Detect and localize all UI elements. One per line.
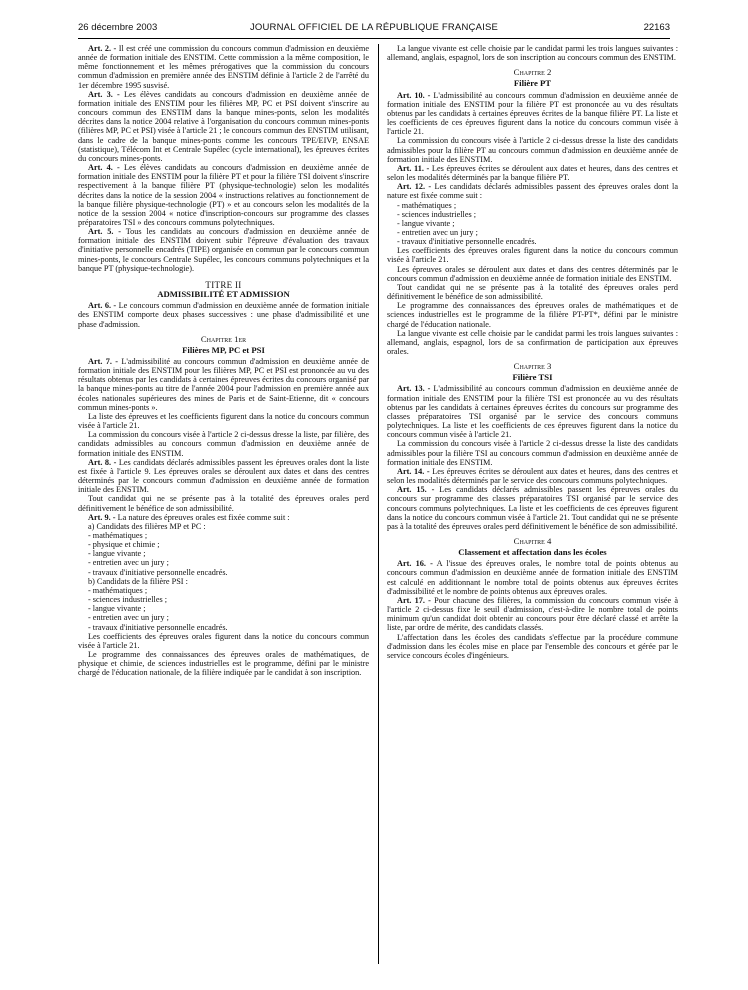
- article-7-para-3: La commission du concours visée à l'article 2 ci-dessus dresse la liste, par filière, des candidats admissibles au concours commun d'admission en deuxième année de formation initiale des ENSTIM.: [78, 430, 369, 458]
- article-12: Art. 12. - Les candidats déclarés admissibles passent des épreuves orales dont la nature est fixée comme suit :: [387, 182, 678, 201]
- titre-heading: TITRE II: [205, 279, 242, 290]
- left-column: [78, 44, 369, 677]
- list-item: - travaux d'initiative personnelle encadrés.: [88, 622, 228, 632]
- article-12-para-6: La langue vivante est celle choisie par le candidat parmi les trois langues suivantes : allemand, anglais, espagnol, lors de sa confirmation de participation aux épreuves orales.: [387, 328, 678, 356]
- list-item: - entretien avec un jury ;: [88, 613, 169, 623]
- list-item: - mathématiques ;: [88, 585, 148, 595]
- article-8: Art. 8. - Les candidats déclarés admissibles passent les épreuves orales dont la liste est fixée à l'article 9. Les épreuves orales se déroulent aux dates et dans des centres déterminés par le concours commun d'admission en deuxième année de formation initiale des ENSTIM.: [78, 457, 369, 495]
- article-12-list: [387, 201, 678, 247]
- article-9-para-3: Le programme des connaissances des épreuves orales de mathématiques, de physique et chimie, de sciences industrielles est le programme, défini par le ministre chargé de l'éducation nationale, de la filière indiquée par le candidat à son inscription.: [78, 650, 369, 678]
- list-item: - sciences industrielles ;: [88, 595, 168, 605]
- list-item: - physique et chimie ;: [88, 540, 160, 550]
- list-item: - mathématiques ;: [88, 530, 148, 540]
- right-intro: La langue vivante est celle choisie par le candidat parmi les trois langues suivantes : allemand, anglais, espagnol, lors de son inscription au concours commun des ENSTIM.: [387, 44, 678, 63]
- article-10-para-2: La commission du concours visée à l'article 2 ci-dessus dresse la liste des candidats admissibles pour la filière PT au concours commun d'admission en deuxième année de formation initiale des ENSTIM.: [387, 136, 678, 164]
- chapter-2-subheading: Filière PT: [513, 78, 552, 89]
- list-item: - entretien avec un jury ;: [88, 558, 169, 568]
- issue-date: 26 décembre 2003: [78, 22, 158, 33]
- chapter-3-heading: Chapitre 3: [513, 361, 552, 372]
- list-item: - entretien avec un jury ;: [397, 227, 478, 237]
- chapter-4-heading: Chapitre 4: [513, 535, 552, 546]
- article-9-b-list: [78, 586, 369, 632]
- article-6: Art. 6. - Le concours commun d'admission en deuxième année de formation initiale des ENSTIM comporte deux phases successives : une phase d'admissibilité et une phase d'admission.: [78, 301, 369, 329]
- article-11: Art. 11. - Les épreuves écrites se déroulent aux dates et heures, dans des centres et selon les modalités déterminés par la banque filière PT.: [387, 163, 678, 183]
- article-17: Art. 17. - Pour chacune des filières, la commission du concours commun visée à l'article 2 ci-dessus fixe le seuil d'admission, c'est-à-dire le nombre total de points minimum qu'un candidat doit obtenir au concours pour être déclaré classé et arrête la liste, par ordre de mérite, des candidats classés.: [387, 595, 678, 633]
- article-3: Art. 3. - Les élèves candidats au concours d'admission en deuxième année de formation initiale des ENSTIM pour les filières MP, PC et PSI doivent s'inscrire au concours commun des ENSTIM dans la banque mines-ponts, selon les modalités décrites dans la notice 2004 relative à l'organisation du concours commun mines-ponts (filières MP, PC et PSI) visée à l'article 21 ; le concours commun des ENSTIM utilisant, dans le cadre de la banque mines-ponts comme les concours TPE/EIVP, ENSAE (statistique), Télécom Int et Centrale Supélec (cycle international), les épreuves écrites du concours mines-ponts.: [78, 89, 369, 163]
- article-9-a: a) Candidats des filières MP et PC :: [88, 521, 206, 531]
- article-9: Art. 9. - La nature des épreuves orales est fixée comme suit :: [88, 512, 290, 522]
- journal-title: JOURNAL OFFICIEL DE LA RÉPUBLIQUE FRANÇAISE: [249, 22, 499, 33]
- article-4: Art. 4. - Les élèves candidats au concours d'admission en deuxième année de formation initiale des ENSTIM pour la filière PT et pour la filière TSI doivent s'inscrire respectivement à la banque filière PT (physique-technologie) selon les modalités décrites dans la notice de la session 2004 « instructions relatives au fonctionnement de la banque filière physique-technologie (PT) » et au concours selon les modalités de la notice de la session 2004 « notice d'inscription-concours sur programme des classes préparatoires TSI » des concours communs polytechniques.: [78, 163, 369, 227]
- article-5: Art. 5. - Tous les candidats au concours d'admission en deuxième année de formation initiale des ENSTIM doivent subir l'épreuve d'évaluation des travaux d'initiative personnelle encadrés (TIPE) organisée en commun par le concours commun mines-ponts, le concours Centrale Supélec, les concours communs polytechniques et la banque PT (physique-technologie).: [78, 227, 369, 273]
- chapter-1-subheading: Filières MP, PC et PSI: [182, 344, 265, 355]
- article-12-para-2: Les coefficients des épreuves orales figurent dans la notice du concours commun visée à l'article 21.: [387, 246, 678, 265]
- article-17-para-2: L'affectation dans les écoles des candidats s'effectue par la procédure commune d'admission dans les écoles mise en place par l'ensemble des concours et gérée par le service concours écoles d'ingénieurs.: [387, 632, 678, 660]
- list-item: - travaux d'initiative personnelle encadrés.: [397, 237, 537, 247]
- list-item: - mathématiques ;: [397, 200, 457, 210]
- list-item: - langue vivante ;: [88, 549, 146, 559]
- article-12-para-3: Les épreuves orales se déroulent aux dates et dans des centres déterminés par le concours commun d'admission en deuxième année de formation initiale des ENSTIM.: [387, 264, 678, 283]
- page-header: [78, 22, 670, 36]
- article-8-para-2: Tout candidat qui ne se présente pas à la totalité des épreuves orales perd définitivement le bénéfice de son admissibilité.: [78, 494, 369, 513]
- article-9-para-2: Les coefficients des épreuves orales figurent dans la notice du concours commun visée à l'article 21.: [78, 631, 369, 650]
- list-item: - sciences industrielles ;: [397, 209, 477, 219]
- chapter-2-heading: Chapitre 2: [513, 67, 552, 78]
- article-13-para-2: La commission du concours visée à l'article 2 ci-dessus dresse la liste des candidats admissibles pour la filière TSI au concours commun d'admission en deuxième année de formation initiale des ENSTIM.: [387, 439, 678, 467]
- article-9-a-list: [78, 531, 369, 577]
- article-9-b: b) Candidats de la filière PSI :: [88, 576, 188, 586]
- article-15: Art. 15. - Les candidats déclarés admissibles passent les épreuves orales du concours sur programme des classes préparatoires TSI organisé par le service des concours communs polytechniques. La liste et les coefficients de ces épreuves figurent dans la notice du concours commun visée à l'article 21. Tout candidat qui ne se présente pas à la totalité des épreuves orales perd définitivement le bénéfice de son admissibilité.: [387, 485, 678, 531]
- article-13: Art. 13. - L'admissibilité au concours commun d'admission en deuxième année de formation initiale des ENSTIM pour la filière TSI est prononcée au vu des résultats obtenus par les candidats à certaines épreuves écrites du concours sur programme des classes préparatoires TSI organisé par le service des concours communs polytechniques. La liste et les coefficients de ces épreuves figurent dans la notice du concours commun visée à l'article 21.: [387, 384, 678, 440]
- chapter-1-heading: Chapitre 1er: [200, 333, 247, 344]
- article-16: Art. 16. - A l'issue des épreuves orales, le nombre total de points obtenus au concours commun d'admission en deuxième année de formation initiale des ENSTIM est calculé en additionnant le nombre total de points obtenus aux épreuves écrites d'admissibilité et le nombre de points obtenus aux épreuves orales.: [387, 559, 678, 596]
- chapter-3-subheading: Filière TSI: [512, 372, 553, 383]
- article-10: Art. 10. - L'admissibilité au concours commun d'admission en deuxième année de formation initiale des ENSTIM pour la filière PT est prononcée au vu des résultats obtenus par les candidats à certaines épreuves écrites de la banque filière PT. La liste et les coefficients de ces épreuves figurent dans la notice du concours commun visée à l'article 21.: [387, 90, 678, 137]
- header-rule: [78, 38, 670, 39]
- right-column: [387, 44, 678, 660]
- page-number: 22163: [643, 22, 670, 33]
- article-14: Art. 14. - Les épreuves écrites se déroulent aux dates et heures, dans des centres et selon les modalités déterminés par le service des concours communs polytechniques.: [387, 466, 678, 486]
- list-item: - langue vivante ;: [88, 604, 146, 614]
- chapter-4-subheading: Classement et affectation dans les écoles: [458, 547, 607, 558]
- list-item: - langue vivante ;: [397, 218, 455, 228]
- article-12-para-5: Le programme des connaissances des épreuves orales de mathématiques et de sciences industrielles est le programme de la filière PT-PT*, défini par le ministre chargé de l'éducation nationale.: [387, 301, 678, 329]
- article-2: Art. 2. - Il est créé une commission du concours commun d'admission en deuxième année de formation initiale des ENSTIM. Cette commission a la même composition, le même fonctionnement et les mêmes prérogatives que la commission du concours commun d'admission en première année des ENSTIM définie à l'article 2 de l'arrêté du 1er décembre 1995 susvisé.: [78, 44, 369, 90]
- article-7: Art. 7. - L'admissibilité au concours commun d'admission en deuxième année de formation initiale des ENSTIM pour les filières MP, PC et PSI est prononcée au vu des résultats obtenus par les candidats à certaines épreuves écrites du concours organisé par la banque mines-ponts au titre de l'année 2004 pour l'admission en première année aux écoles nationales supérieures des mines de Paris et de Saint-Etienne, dit « concours commun mines-ponts ».: [78, 357, 369, 412]
- list-item: - travaux d'initiative personnelle encadrés.: [88, 567, 228, 577]
- article-7-para-2: La liste des épreuves et les coefficients figurent dans la notice du concours commun visée à l'article 21.: [78, 411, 369, 431]
- titre-subheading: ADMISSIBILITÉ ET ADMISSION: [157, 289, 290, 300]
- article-12-para-4: Tout candidat qui ne se présente pas à la totalité des épreuves orales perd définitivement le bénéfice de son admissibilité.: [387, 282, 678, 302]
- column-separator: [378, 44, 379, 964]
